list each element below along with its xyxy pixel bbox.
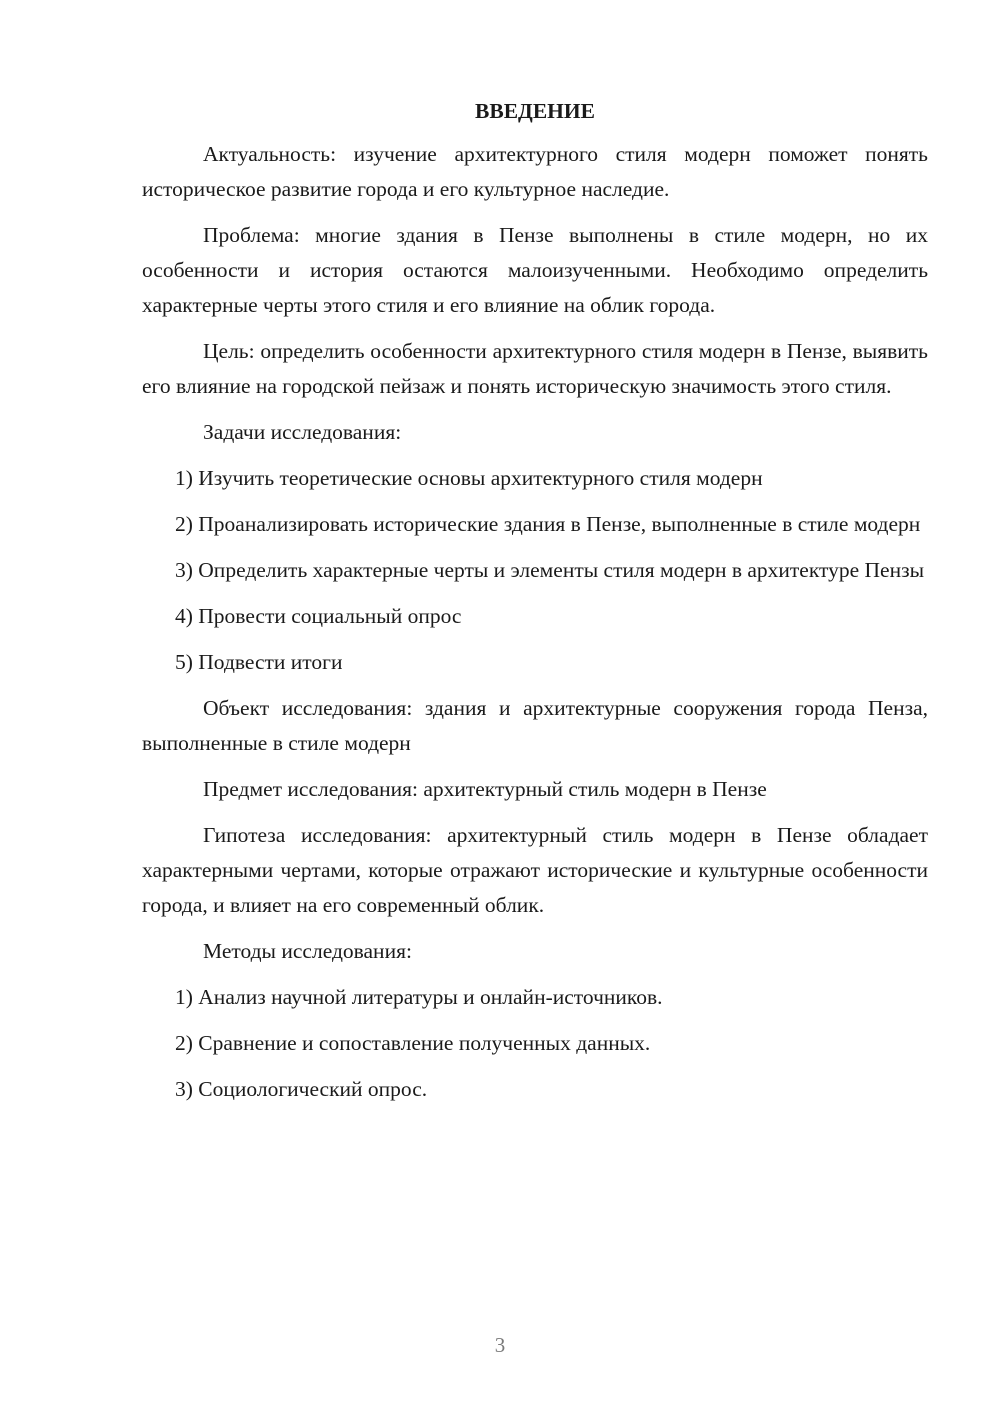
task-item: 2) Проанализировать исторические здания в Пензе, выполненные в стиле модерн	[175, 512, 921, 536]
tasks-heading: Задачи исследования:	[203, 420, 402, 444]
task-item: 3) Определить характерные черты и элементы стиля модерн в архитектуре Пензы	[175, 558, 925, 582]
page-number: 3	[494, 1333, 506, 1357]
task-item: 4) Провести социальный опрос	[175, 604, 462, 628]
goal-paragraph: Цель: определить особенности архитектурного стиля модерн в Пензе, выявить его влияние на городской пейзаж и понять историческую значимость этого стиля.	[142, 339, 928, 398]
task-item: 1) Изучить теоретические основы архитектурного стиля модерн	[175, 466, 763, 490]
document-page	[142, 96, 928, 1118]
methods-heading: Методы исследования:	[203, 939, 412, 963]
method-item: 1) Анализ научной литературы и онлайн-источников.	[175, 985, 663, 1009]
method-item: 2) Сравнение и сопоставление полученных данных.	[175, 1031, 651, 1055]
task-item: 5) Подвести итоги	[175, 650, 343, 674]
hypothesis-paragraph: Гипотеза исследования: архитектурный стиль модерн в Пензе обладает характерными чертами, которые отражают исторические и культурные особенности города, и влияет на его современный облик.	[142, 823, 928, 917]
method-item: 3) Социологический опрос.	[175, 1077, 428, 1101]
problem-paragraph: Проблема: многие здания в Пензе выполнены в стиле модерн, но их особенности и история остаются малоизученными. Необходимо определить характерные черты этого стиля и его влияние на облик города.	[142, 223, 928, 317]
page-title: ВВЕДЕНИЕ	[475, 99, 595, 123]
subject-paragraph: Предмет исследования: архитектурный стиль модерн в Пензе	[203, 777, 767, 801]
object-paragraph: Объект исследования: здания и архитектурные сооружения города Пенза, выполненные в стиле модерн	[142, 696, 928, 755]
relevance-paragraph: Актуальность: изучение архитектурного стиля модерн поможет понять историческое развитие города и его культурное наследие.	[142, 142, 928, 201]
